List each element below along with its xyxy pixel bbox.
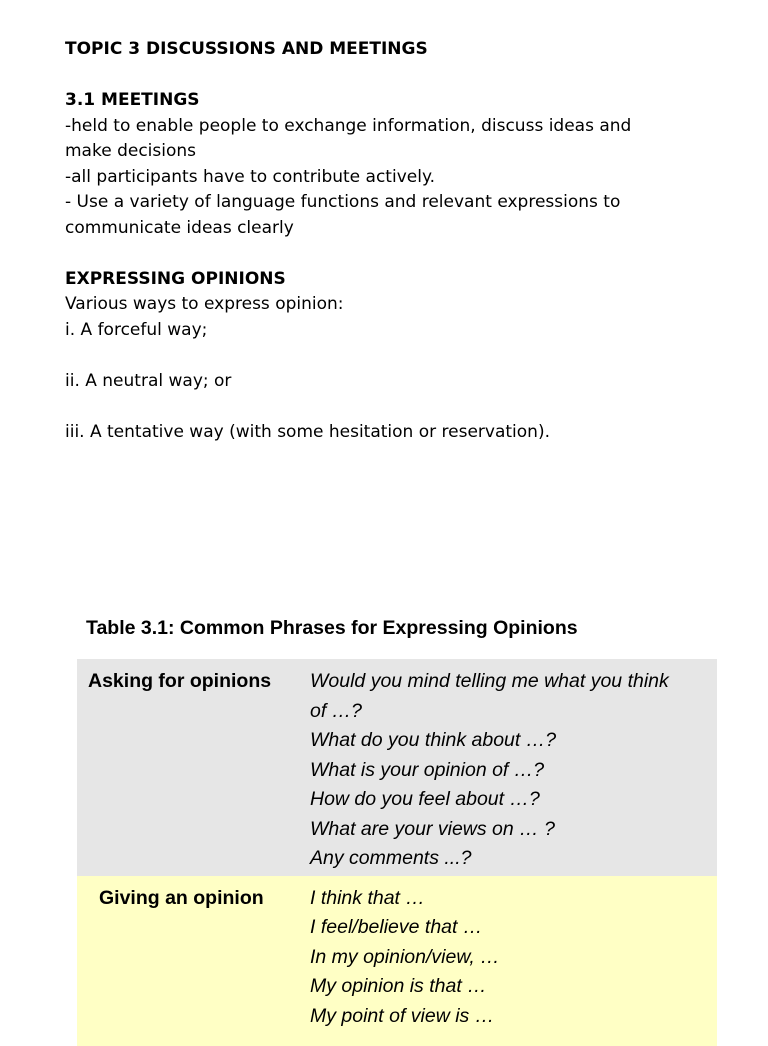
giving-phrase: I think that … (310, 886, 425, 909)
giving-phrase: My point of view is … (310, 1004, 495, 1027)
giving-phrase: My opinion is that … (310, 975, 487, 997)
meetings-line-4: - Use a variety of language functions and relevant expressions to (65, 192, 621, 212)
table-row-asking (77, 659, 717, 876)
giving-label: Giving an opinion (99, 886, 264, 909)
asking-phrase: How do you feel about …? (310, 788, 540, 810)
asking-phrase: of …? (310, 699, 363, 722)
asking-phrase: Would you mind telling me what you think (310, 670, 669, 692)
opinion-way-3: iii. A tentative way (with some hesitation or reservation). (65, 421, 550, 442)
opinions-intro: Various ways to express opinion: (65, 294, 344, 314)
meetings-line-3: -all participants have to contribute actively. (65, 166, 435, 187)
asking-phrase: What is your opinion of …? (310, 758, 545, 781)
giving-phrase: In my opinion/view, … (310, 945, 500, 968)
document-body (65, 37, 705, 445)
giving-phrases (310, 884, 717, 1044)
asking-label: Asking for opinions (88, 670, 272, 692)
meetings-line-2: make decisions (65, 141, 197, 161)
table-row-giving (77, 876, 717, 1046)
table-title: Table 3.1: Common Phrases for Expressing Opinions (86, 617, 578, 639)
giving-phrase: I feel/believe that … (310, 916, 483, 938)
phrases-table (77, 659, 717, 1046)
asking-phrase: What are your views on … ? (310, 817, 555, 840)
opinions-title: EXPRESSING OPINIONS (65, 268, 286, 289)
asking-phrases (310, 667, 717, 874)
asking-phrase: Any comments ...? (310, 847, 472, 869)
opinion-way-2: ii. A neutral way; or (65, 370, 232, 391)
spacer (65, 63, 705, 89)
asking-phrase: What do you think about …? (310, 729, 557, 751)
meetings-line-1: -held to enable people to exchange information, discuss ideas and (65, 115, 632, 136)
spacer (65, 241, 705, 267)
meetings-title: 3.1 MEETINGS (65, 90, 200, 110)
page-heading: TOPIC 3 DISCUSSIONS AND MEETINGS (65, 39, 428, 59)
opinion-way-1: i. A forceful way; (65, 319, 208, 340)
spacer (65, 394, 705, 420)
spacer (65, 343, 705, 369)
meetings-line-5: communicate ideas clearly (65, 217, 294, 238)
